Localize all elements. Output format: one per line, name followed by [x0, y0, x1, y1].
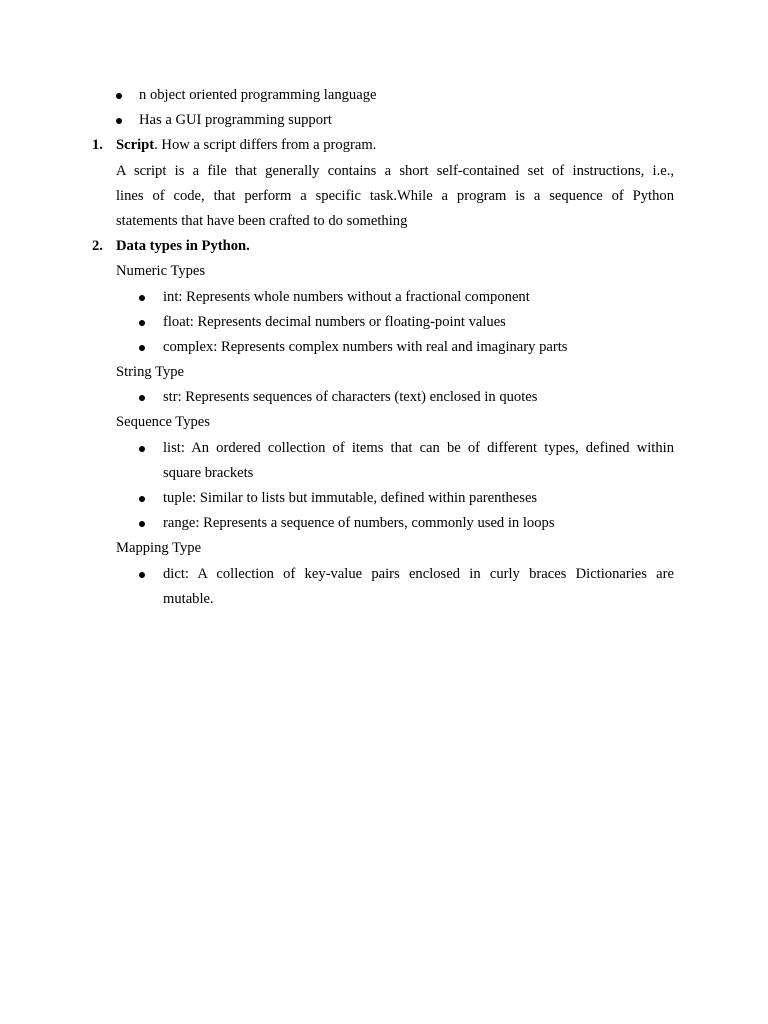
section-title-line [116, 133, 376, 158]
subheading-text: Numeric Types [116, 263, 206, 280]
list-item [0, 511, 768, 536]
paragraph-text: A script is a file that generally contains a short self-contained set of instructions, i.e., [116, 162, 674, 179]
list-item-text: list: An ordered collection of items that can be of different types, defined within [163, 439, 674, 456]
paragraph-line [0, 209, 768, 234]
list-item-text: float: Represents decimal numbers or floating-point values [163, 313, 506, 330]
bullet-icon [139, 320, 145, 326]
list-item [0, 83, 768, 108]
list-item [0, 285, 768, 310]
subheading-text: String Type [116, 364, 185, 381]
list-item-text: mutable. [163, 590, 214, 607]
subheading [0, 410, 768, 435]
paragraph-line [0, 159, 768, 184]
list-item-text: Has a GUI programming support [139, 112, 332, 129]
list-item-text: tuple: Similar to lists but immutable, defined within parentheses [163, 490, 538, 506]
section-heading [0, 133, 768, 158]
section-title: Script [116, 137, 155, 154]
list-item [0, 486, 768, 511]
bullet-icon [116, 118, 122, 124]
bullet-icon [139, 496, 145, 502]
paragraph-text: lines of code, that perform a specific task.While a program is a sequence of Python [116, 187, 674, 204]
list-item-text: dict: A collection of key-value pairs enclosed in curly braces Dictionaries are [163, 565, 674, 582]
list-item-text: complex: Represents complex numbers with real and imaginary parts [163, 338, 568, 355]
section-number: 1. [92, 137, 103, 154]
subheading-text: Mapping Type [116, 540, 202, 557]
list-item-text: square brackets [163, 464, 254, 481]
bullet-icon [139, 521, 145, 527]
list-item [0, 335, 768, 360]
subheading [0, 259, 768, 284]
list-item-text: range: Represents a sequence of numbers, commonly used in loops [163, 515, 555, 532]
list-item-text: int: Represents whole numbers without a fractional component [163, 288, 530, 305]
list-item-text: str: Represents sequences of characters (text) enclosed in quotes [163, 389, 538, 406]
bullet-icon [139, 395, 145, 401]
subheading [0, 360, 768, 385]
bullet-icon [139, 295, 145, 301]
section-title-rest: . How a script differs from a program. [154, 137, 377, 154]
document-page [0, 83, 768, 612]
list-item-continuation [0, 587, 768, 612]
section-number: 2. [92, 238, 103, 255]
bullet-icon [139, 345, 145, 351]
list-item-continuation [0, 461, 768, 486]
bullet-icon [139, 572, 145, 578]
section-title: Data types in Python. [116, 238, 250, 255]
paragraph-text: statements that have been crafted to do something [116, 212, 408, 229]
subheading-text: Sequence Types [116, 414, 210, 431]
bullet-icon [139, 446, 145, 452]
section-heading [0, 234, 768, 259]
list-item [0, 562, 768, 587]
subheading [0, 536, 768, 561]
list-item-text: n object oriented programming language [139, 87, 377, 103]
list-item [0, 436, 768, 461]
list-item [0, 385, 768, 410]
bullet-icon [116, 93, 122, 99]
list-item [0, 108, 768, 133]
list-item [0, 310, 768, 335]
paragraph-line [0, 184, 768, 209]
